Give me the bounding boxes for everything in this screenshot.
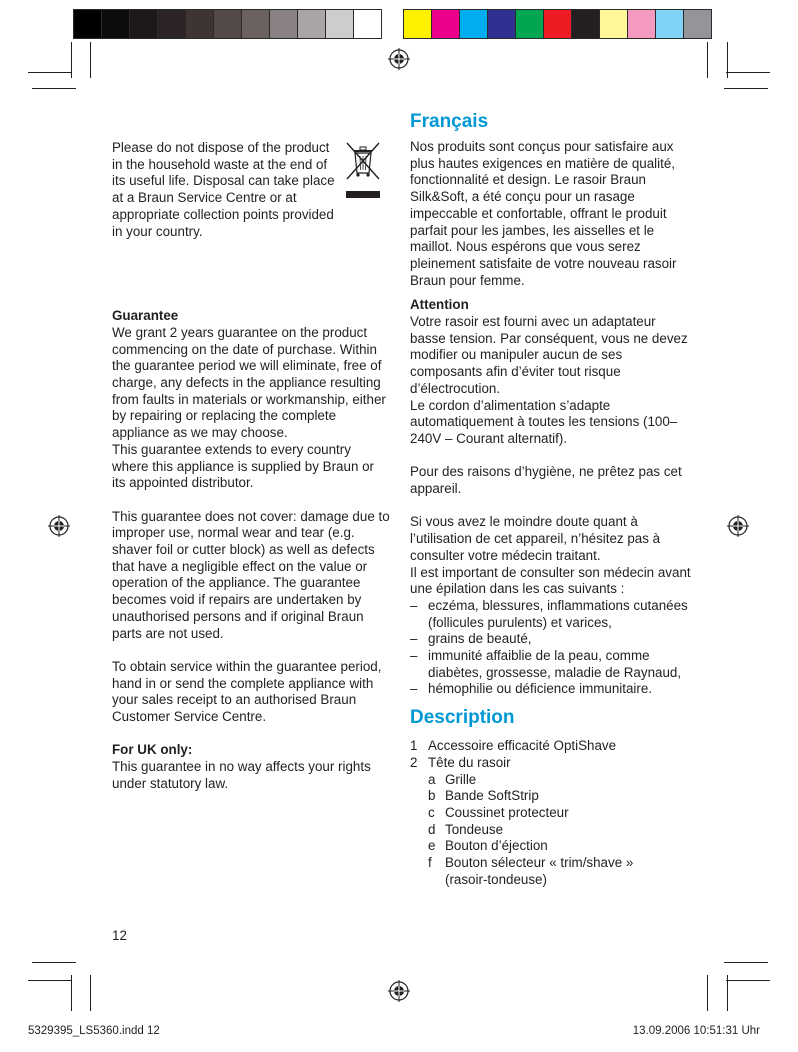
page-number: 12 [112, 928, 127, 943]
color-swatch [515, 9, 544, 39]
disposal-notice: Please do not dispose of the product in the household waste at the end of its useful life. Disposal can take place at a Braun Service Centre or at appropriate collection points provided in your country. [112, 140, 335, 239]
doubt-paragraph: Si vous avez le moindre doute quant à l’utilisation de cet appareil, n’hésitez pas à consulter votre médecin traitant. [410, 514, 661, 563]
crop-mark [727, 975, 728, 1011]
item-label: Tondeuse [445, 821, 504, 837]
item-letter: b [428, 788, 436, 804]
color-swatch [353, 9, 382, 39]
guarantee-paragraph: This guarantee does not cover: damage due to improper use, normal wear and tear (e.g. shaver foil or cutter block) as well as defects that have a negligible effect on the value or operation of the appliance. The guarantee becomes void if repairs are undertaken by unauthorised persons and if original Braun parts are not used. [112, 508, 390, 641]
list-item [410, 838, 695, 855]
description-sublist [410, 772, 695, 889]
contraindication-list [410, 598, 695, 698]
footer-timestamp: 13.09.2006 10:51:31 Uhr [632, 1025, 760, 1037]
list-item [410, 788, 695, 805]
list-item: – grains de beauté, [410, 631, 695, 648]
item-label: Grille [445, 771, 477, 787]
intro-paragraph: Nos produits sont conçus pour satisfaire aux plus hautes exigences en matière de qualité, fonctionnalité et design. Le rasoir Braun Silk&Soft, a été conçu pour un rasage impeccable et confortable, offrant le produit parfait pour les jambes, les aisselles et le maillot. Nous espérons que vous serez pleinement satisfaite de votre nouveau rasoir Braun pour femme. [410, 139, 677, 288]
list-item: – immunité affaiblie de la peau, comme diabètes, grossesse, maladie de Raynaud, [410, 648, 695, 681]
list-item [410, 772, 695, 789]
color-swatch [655, 9, 684, 39]
color-swatch [241, 9, 270, 39]
item-letter: f [428, 855, 432, 871]
item-letter: a [428, 771, 436, 787]
right-column [410, 110, 695, 889]
item-label: Bouton d’éjection [445, 838, 548, 854]
crop-mark [32, 962, 76, 963]
crop-mark [727, 42, 728, 78]
crop-mark [90, 975, 91, 1011]
color-swatch [185, 9, 214, 39]
crop-mark [726, 980, 770, 981]
section-title-francais: Français [410, 111, 489, 132]
list-item [410, 805, 695, 822]
color-swatch [599, 9, 628, 39]
crop-mark [90, 42, 91, 78]
color-swatch [459, 9, 488, 39]
color-swatch [571, 9, 600, 39]
list-item [410, 755, 695, 772]
list-item [410, 822, 695, 839]
color-swatch [403, 9, 432, 39]
grayscale-color-bar [73, 9, 382, 39]
crop-mark [32, 88, 76, 89]
color-swatch [129, 9, 158, 39]
attention-paragraph: Le cordon d’alimentation s’adapte automatiquement à toutes les tensions (100–240V – Courant alternatif). [410, 397, 678, 446]
crop-mark [71, 975, 72, 1011]
color-swatch [683, 9, 712, 39]
crop-mark [707, 42, 708, 78]
color-swatch [157, 9, 186, 39]
crop-mark [707, 975, 708, 1011]
section-title-description: Description [410, 707, 515, 729]
left-column [112, 140, 390, 793]
color-swatch [73, 9, 102, 39]
guarantee-paragraph: We grant 2 years guarantee on the product commencing on the date of purchase. Within the guarantee period we will eliminate, free of charge, any defects in the appliance resulting from faults in materials or workmanship, either by repairing or replacing the complete appliance as we may choose. [112, 324, 386, 441]
list-item: – hémophilie ou déficience immunitaire. [410, 681, 695, 698]
color-swatch [213, 9, 242, 39]
color-swatch [269, 9, 298, 39]
color-swatch [297, 9, 326, 39]
description-list [410, 738, 695, 771]
item-number: 2 [410, 754, 418, 770]
crop-mark [726, 72, 770, 73]
list-item: – eczéma, blessures, inflammations cutanées (follicules purulents) et varices, [410, 598, 695, 631]
item-letter: e [428, 838, 436, 854]
item-number: 1 [410, 738, 418, 754]
color-swatch [431, 9, 460, 39]
item-label: Bouton sélecteur « trim/shave » (rasoir-tondeuse) [445, 855, 634, 887]
guarantee-heading: Guarantee [112, 308, 179, 324]
crop-mark [724, 962, 768, 963]
color-swatch [487, 9, 516, 39]
color-swatch [101, 9, 130, 39]
item-letter: d [428, 821, 436, 837]
color-swatch [543, 9, 572, 39]
crop-mark [28, 72, 72, 73]
crop-mark [724, 88, 768, 89]
uk-paragraph: This guarantee in no way affects your rights under statutory law. [112, 759, 371, 791]
color-swatch [325, 9, 354, 39]
item-label: Accessoire efficacité OptiShave [428, 738, 617, 754]
registration-mark-icon [388, 48, 410, 70]
guarantee-paragraph: To obtain service within the guarantee period, hand in or send the complete appliance with your sales receipt to an authorised Braun Customer Service Centre. [112, 658, 382, 725]
registration-mark-icon [727, 515, 749, 537]
registration-mark-icon [48, 515, 70, 537]
doubt-paragraph: Il est important de consulter son médecin avant une épilation dans les cas suivants : [410, 564, 691, 597]
process-color-bar [403, 9, 712, 39]
uk-heading: For UK only: [112, 742, 193, 758]
list-item [410, 738, 695, 755]
item-label: Coussinet protecteur [445, 804, 569, 820]
crop-mark [28, 980, 72, 981]
item-label: Bande SoftStrip [445, 788, 539, 804]
registration-mark-icon [388, 980, 410, 1002]
item-label: Tête du rasoir [428, 754, 511, 770]
guarantee-paragraph: This guarantee extends to every country where this appliance is supplied by Braun or its appointed distributor. [112, 441, 375, 491]
hygiene-paragraph: Pour des raisons d’hygiène, ne prêtez pas cet appareil. [410, 464, 682, 497]
list-item [410, 855, 695, 888]
color-swatch [627, 9, 656, 39]
footer-file-info: 5329395_LS5360.indd 12 [28, 1025, 160, 1037]
attention-heading: Attention [410, 297, 469, 313]
item-letter: c [428, 804, 435, 820]
attention-paragraph: Votre rasoir est fourni avec un adaptateur basse tension. Par conséquent, vous ne devez modifier ou manipuler aucun de ses composants afin d’éviter tout risque d’électrocution. [410, 314, 688, 396]
crop-mark [71, 42, 72, 78]
